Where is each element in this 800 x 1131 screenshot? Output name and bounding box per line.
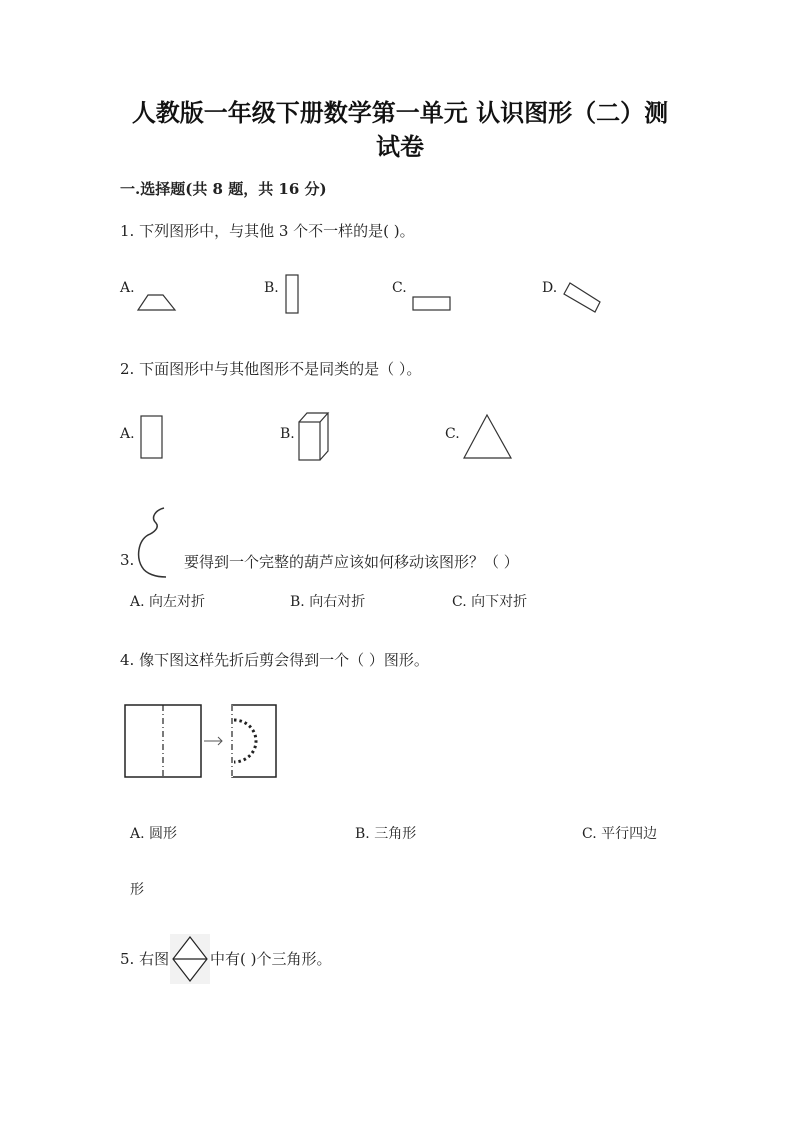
question-3-text: 要得到一个完整的葫芦应该如何移动该图形？（ ） [184,553,519,571]
q4-option-c-wrap: 形 [130,882,144,898]
q1-option-c-rectangle-shape [410,294,454,314]
q2-option-b-cuboid-shape [296,410,332,464]
q1-option-d-label: D. [542,280,558,296]
q3-option-a: A. 向左对折 [130,594,206,610]
q1-option-b-rectangle-shape [283,272,303,316]
q3-option-b: B. 向右对折 [290,594,366,610]
q2-option-b-label: B. [280,426,295,442]
question-5-suffix: 中有( )个三角形。 [210,950,332,968]
question-5-prefix: 5. 右图 [120,950,170,968]
page-title: 人教版一年级下册数学第一单元 认识图形（二）测 [131,98,669,127]
page-title-line2: 试卷 [376,132,424,161]
q2-option-c-triangle-shape [461,412,515,462]
question-4-text: 4. 像下图这样先折后剪会得到一个（ ）图形。 [120,651,429,669]
q1-option-a-trapezoid-shape [135,292,180,314]
q2-option-a-label: A. [120,426,135,442]
q1-option-d-tilted-rectangle-shape [560,280,605,320]
q4-option-b: B. 三角形 [355,826,417,842]
q1-option-c-label: C. [392,280,407,296]
question-1-text: 1. 下列图形中，与其他 3 个不一样的是( )。 [120,222,415,240]
q2-option-a-rectangle-shape [138,413,166,461]
q5-rhombus-triangles-figure [170,934,210,984]
question-3-number: 3. [120,551,135,569]
q1-option-a-label: A. [120,280,135,296]
q4-option-c: C. 平行四边 [582,826,658,842]
question-2-text: 2. 下面图形中与其他图形不是同类的是（ ）。 [120,360,422,378]
section-heading: 一.选择题(共 8 题，共 16 分) [120,180,327,198]
q4-fold-and-cut-diagram [122,702,282,782]
q3-half-gourd-shape [136,505,176,580]
q1-option-b-label: B. [264,280,279,296]
q2-option-c-label: C. [445,426,460,442]
q4-option-a: A. 圆形 [130,826,178,842]
q3-option-c: C. 向下对折 [452,594,528,610]
